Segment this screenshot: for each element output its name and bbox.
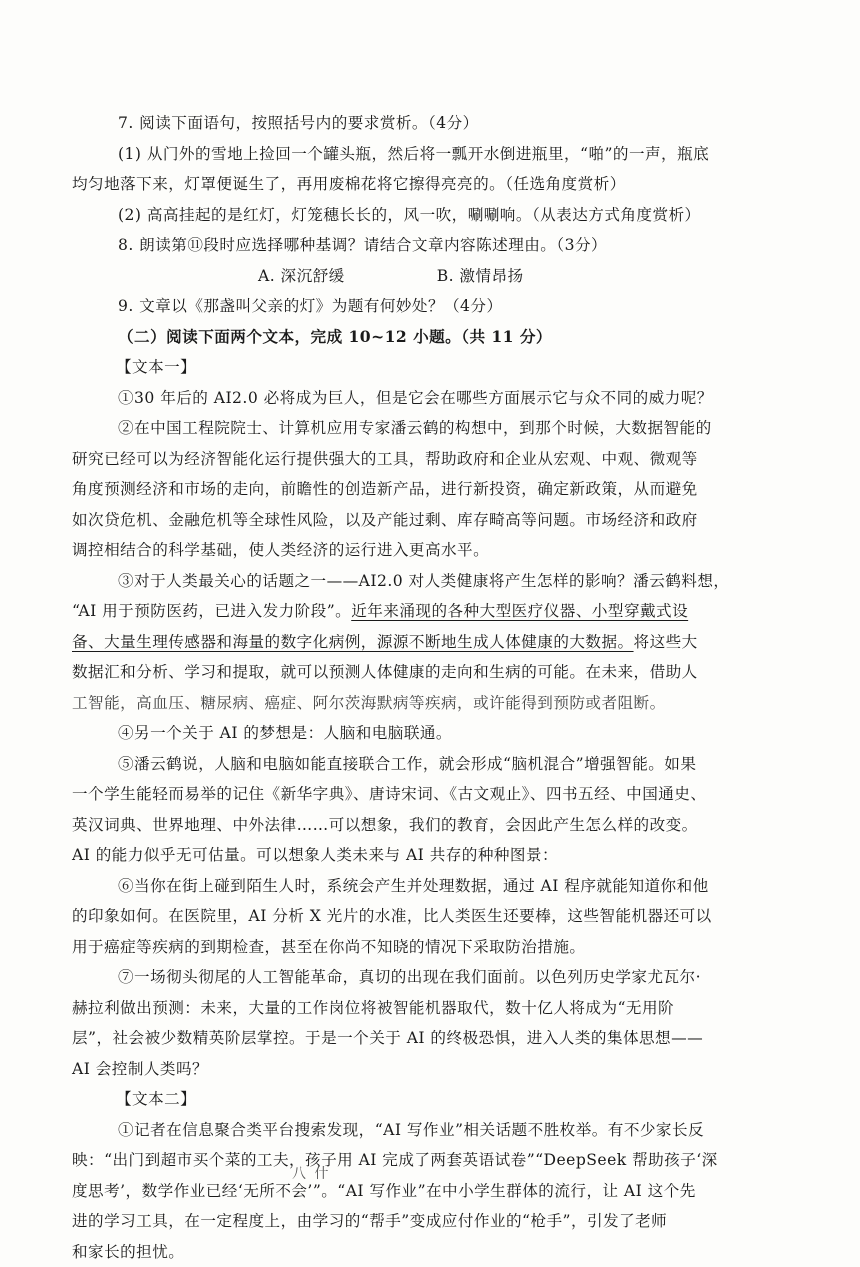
text-1-para-6-line: 用于癌症等疾病的到期检查，甚至在你尚不知晓的情况下采取防治措施。 xyxy=(72,932,792,963)
text-1-para-2: ②在中国工程院院士、计算机应用专家潘云鹤的构想中，到那个时候，大数据智能的 xyxy=(72,413,792,444)
question-8-options xyxy=(72,261,792,292)
text-1-para-2-line: 研究已经可以为经济智能化运行提供强大的工具，帮助政府和企业从宏观、中观、微观等 xyxy=(72,444,792,475)
text-1-para-5: ⑤潘云鹤说，人脑和电脑如能直接联合工作，就会形成“脑机混合”增强智能。如果 xyxy=(72,749,792,780)
text-1-para-1: ①30 年后的 AI2.0 必将成为巨人，但是它会在哪些方面展示它与众不同的威力呢？ xyxy=(72,383,792,414)
text-1-para-3-line xyxy=(72,627,792,658)
text-1-para-6: ⑥当你在街上碰到陌生人时，系统会产生并处理数据，通过 AI 程序就能知道你和他 xyxy=(72,871,792,902)
para-3-quote: “AI 用于预防医药，已进入发力阶段”。 xyxy=(72,602,351,620)
text-1-para-7: ⑦一场彻头彻尾的人工智能革命，真切的出现在我们面前。以色列历史学家尤瓦尔· xyxy=(72,962,792,993)
underlined-sentence: 近年来涌现的各种大型医疗仪器、小型穿戴式设 xyxy=(351,602,688,620)
question-7-sentence-1: (1) 从门外的雪地上捡回一个罐头瓶，然后将一瓢开水倒进瓶里，“啪”的一声，瓶底 xyxy=(72,139,792,170)
text-1-para-7-line: 层”，社会被少数精英阶层掌控。于是一个关于 AI 的终极恐惧，进入人类的集体思想—— xyxy=(72,1023,792,1054)
text-2-para-1: ①记者在信息聚合类平台搜索发现，“AI 写作业”相关话题不胜枚举。有不少家长反 xyxy=(72,1115,792,1146)
text-2-para-1-line: 映：“出门到超市买个菜的工夫，孩子用 AI 完成了两套英语试卷”“DeepSeek 帮助孩子‘深 xyxy=(72,1145,792,1176)
text-1-para-7-line: 赫拉利做出预测：未来，大量的工作岗位将被智能机器取代，数十亿人将成为“无用阶 xyxy=(72,993,792,1024)
text-1-para-2-line: 角度预测经济和市场的走向，前瞻性的创造新产品，进行新投资，确定新政策，从而避免 xyxy=(72,474,792,505)
text-1-para-5-line: AI 的能力似乎无可估量。可以想象人类未来与 AI 共存的种种图景： xyxy=(72,840,792,871)
question-7-title: 7. 阅读下面语句，按照括号内的要求赏析。（4分） xyxy=(72,108,792,139)
text-1-para-4: ④另一个关于 AI 的梦想是：人脑和电脑联通。 xyxy=(72,718,792,749)
question-7-sentence-1-cont: 均匀地落下来，灯罩便诞生了，再用废棉花将它擦得亮亮的。（任选角度赏析） xyxy=(72,169,792,200)
text-1-label: 【文本一】 xyxy=(72,352,792,383)
para-3-text: 将这些大 xyxy=(634,633,698,651)
text-2-label: 【文本二】 xyxy=(72,1084,792,1115)
page-number: 八 什 xyxy=(292,1163,330,1183)
text-1-para-3: ③对于人类最关心的话题之一——AI2.0 对人类健康将产生怎样的影响？潘云鹤料想， xyxy=(72,566,792,597)
text-2-para-1-line: 进的学习工具，在一定程度上，由学习的“帮手”变成应付作业的“枪手”，引发了老师 xyxy=(72,1206,792,1237)
text-1-para-3-line: 工智能，高血压、糖尿病、癌症、阿尔茨海默病等疾病，或许能得到预防或者阻断。 xyxy=(72,688,792,719)
question-8-title: 8. 朗读第⑪段时应选择哪种基调？请结合文章内容陈述理由。（3分） xyxy=(72,230,792,261)
section-2-heading: （二）阅读下面两个文本，完成 10~12 小题。（共 11 分） xyxy=(72,322,792,353)
text-2-para-1-line: 和家长的担忧。 xyxy=(72,1237,792,1267)
question-9-title: 9. 文章以《那盏叫父亲的灯》为题有何妙处？（4分） xyxy=(72,291,792,322)
option-a: A. 深沉舒缓 xyxy=(258,267,345,285)
text-1-para-7-line: AI 会控制人类吗？ xyxy=(72,1054,792,1085)
text-1-para-3-line xyxy=(72,596,792,627)
option-b: B. 激情昂扬 xyxy=(437,267,524,285)
underlined-sentence: 备、大量生理传感器和海量的数字化病例，源源不断地生成人体健康的大数据。 xyxy=(72,633,634,651)
text-1-para-5-line: 英汉词典、世界地理、中外法律……可以想象，我们的教育，会因此产生怎么样的改变。 xyxy=(72,810,792,841)
text-1-para-6-line: 的印象如何。在医院里，AI 分析 X 光片的水准，比人类医生还要棒，这些智能机器还可以 xyxy=(72,901,792,932)
text-1-para-2-line: 调控相结合的科学基础，使人类经济的运行进入更高水平。 xyxy=(72,535,792,566)
text-1-para-5-line: 一个学生能轻而易举的记住《新华字典》、唐诗宋词、《古文观止》、四书五经、中国通史、 xyxy=(72,779,792,810)
text-1-para-3-line: 数据汇和分析、学习和提取，就可以预测人体健康的走向和生病的可能。在未来，借助人 xyxy=(72,657,792,688)
question-7-sentence-2: (2) 高高挂起的是红灯，灯笼穗长长的，风一吹，唰唰响。（从表达方式角度赏析） xyxy=(72,200,792,231)
text-2-para-1-line: 度思考’，数学作业已经‘无所不会’”。“AI 写作业”在中小学生群体的流行，让 AI 这个先 xyxy=(72,1176,792,1207)
text-1-para-2-line: 如次贷危机、金融危机等全球性风险，以及产能过剩、库存畸高等问题。市场经济和政府 xyxy=(72,505,792,536)
